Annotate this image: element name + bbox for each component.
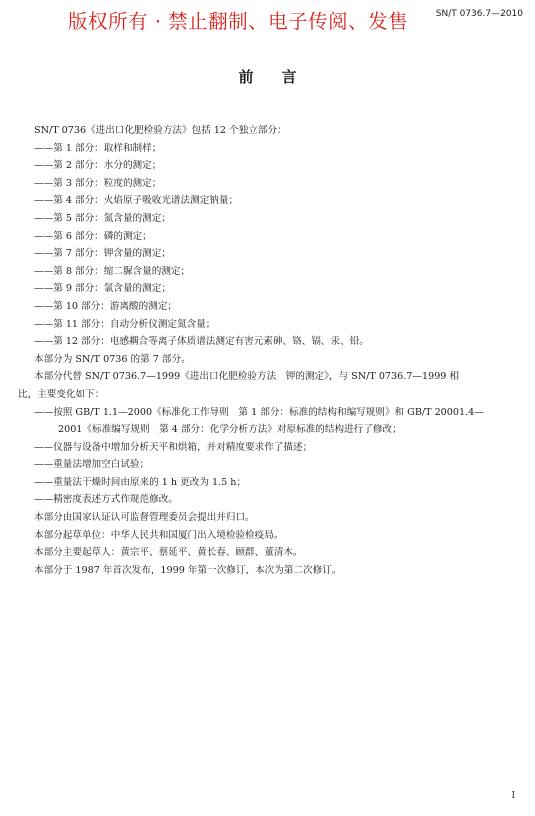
change-item: ——精密度表述方式作规范修改。 [34, 494, 178, 506]
change-item-continuation: 2001《标准编写规则 第 4 部分：化学分析方法》对原标准的结构进行了修改； [58, 424, 402, 436]
page-title: 前言 [238, 68, 325, 86]
part-list-item: ——第 10 部分：游离酸的测定； [34, 300, 178, 312]
part-list-item: ——第 7 部分：钾含量的测定； [34, 248, 171, 260]
part-list-item: ——第 6 部分：磷的测定； [34, 230, 152, 242]
part-list-item: ——第 4 部分：火焰原子吸收光谱法测定钠量； [34, 195, 239, 207]
change-item: ——按照 GB/T 1.1—2000《标准化工作导则 第 1 部分：标准的结构和编写规则》和 GB/T 20001.4— [34, 406, 484, 418]
part-list-item: ——第 9 部分：氯含量的测定； [34, 283, 171, 295]
document-number: SN/T 0736.7—2010 [435, 9, 523, 19]
closing-paragraph: 本部分于 1987 年首次发布，1999 年第一次修订，本次为第二次修订。 [34, 564, 342, 576]
closing-paragraph: 本部分起草单位：中华人民共和国厦门出入境检验检疫局。 [34, 529, 284, 541]
part-list-item: ——第 5 部分：氮含量的测定； [34, 212, 171, 224]
this-part-paragraph: 本部分为 SN/T 0736 的第 7 部分。 [34, 353, 191, 365]
foreword-body [18, 122, 523, 579]
part-list-item: ——第 1 部分：取样和制样； [34, 142, 162, 154]
copyright-watermark: 版权所有 · 禁止翻制、电子传阅、发售 [68, 10, 409, 33]
part-list-item: ——第 12 部分：电感耦合等离子体质谱法测定有害元素砷、铬、镉、汞、铅。 [34, 336, 369, 348]
change-item: ——重量法增加空白试验； [34, 459, 150, 471]
closing-paragraph: 本部分由国家认证认可监督管理委员会提出并归口。 [34, 512, 255, 524]
closing-paragraph: 本部分主要起草人：黄宗平、蔡延平、黄长春、顾群、董清木。 [34, 547, 303, 559]
replacement-paragraph-line2: 比，主要变化如下： [18, 388, 105, 400]
change-item: ——重量法干燥时间由原来的 1 h 更改为 1.5 h； [34, 476, 247, 488]
part-list-item: ——第 8 部分：缩二脲含量的测定； [34, 265, 191, 277]
part-list-item: ——第 11 部分：自动分析仪测定氮含量； [34, 318, 216, 330]
page-number: I [511, 791, 515, 801]
change-item: ——仪器与设备中增加分析天平和烘箱，并对精度要求作了描述； [34, 441, 313, 453]
replacement-paragraph-line1: 本部分代替 SN/T 0736.7—1999《进出口化肥检验方法 钾的测定》，与 SN/T 0736.7—1999 相 [34, 371, 460, 383]
part-list-item: ——第 2 部分：水分的测定； [34, 160, 162, 172]
intro-paragraph: SN/T 0736《进出口化肥检验方法》包括 12 个独立部分： [34, 125, 287, 136]
part-list-item: ——第 3 部分：粒度的测定； [34, 177, 162, 189]
